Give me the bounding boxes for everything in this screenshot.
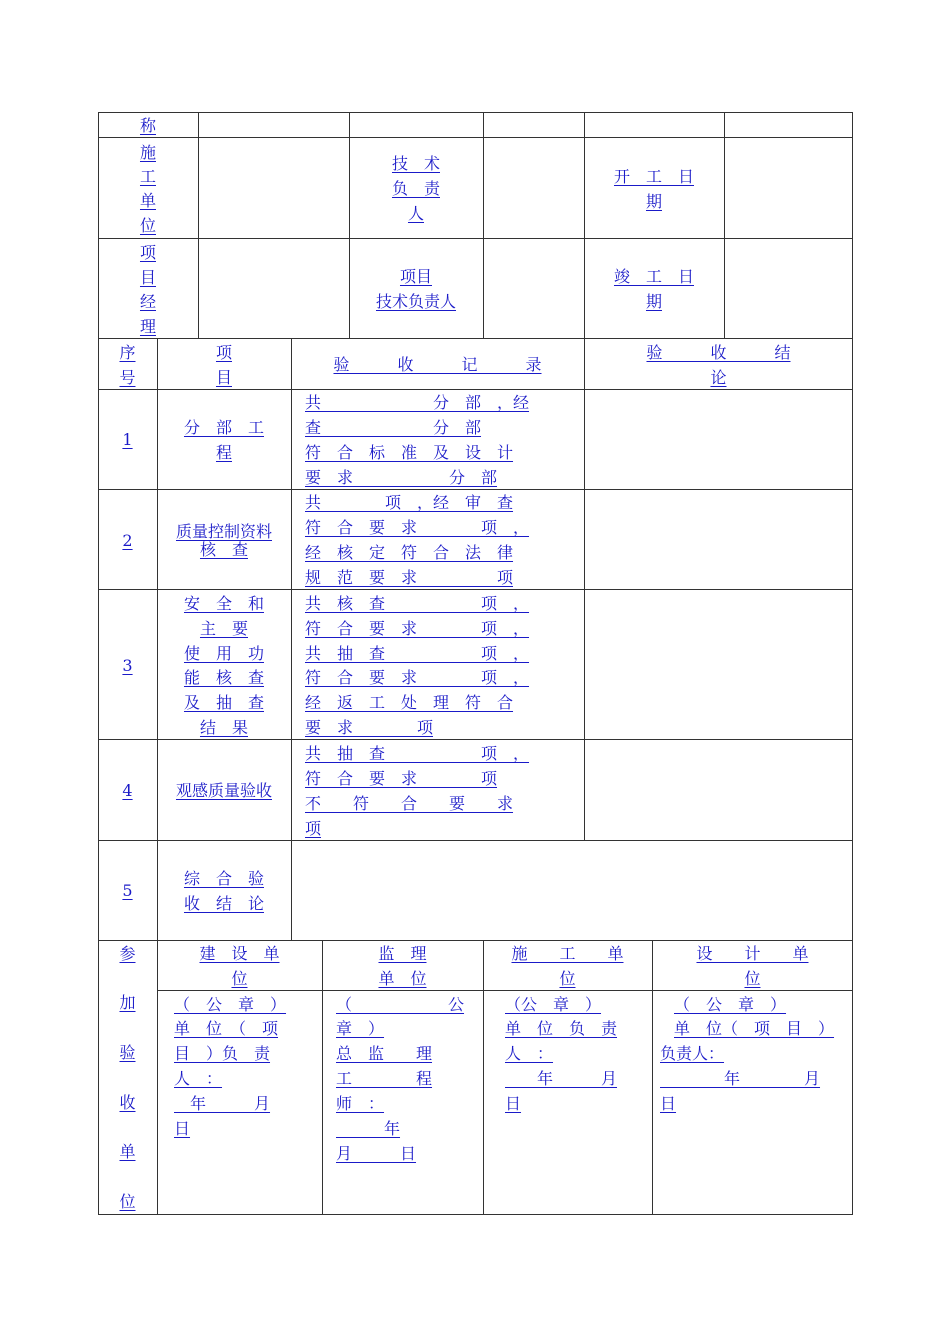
project-manager-label: 理 bbox=[139, 317, 156, 336]
project-manager-label: 目 bbox=[139, 268, 156, 287]
unit-body-line: 年 月 bbox=[505, 1069, 618, 1088]
participants-label: 参 bbox=[119, 944, 136, 963]
completion-date-label: 期 bbox=[645, 292, 662, 311]
unit-body-line: 师 ： bbox=[336, 1094, 385, 1113]
name-label: 称 bbox=[139, 116, 156, 135]
row-divider bbox=[98, 238, 853, 239]
unit-body-line: 年 月 bbox=[174, 1094, 271, 1113]
unit-title: 位 bbox=[744, 969, 761, 988]
start-date-label: 开 工 日 bbox=[613, 167, 694, 186]
unit-body-line: 目 ）负 责 bbox=[174, 1044, 271, 1063]
unit-body-line: 工 程 bbox=[336, 1069, 433, 1088]
unit-body-line: 月 日 bbox=[336, 1144, 417, 1163]
participants-label: 收 bbox=[119, 1093, 136, 1112]
unit-title: 施 工 单 bbox=[511, 944, 624, 963]
row-item-label: 结 果 bbox=[199, 718, 248, 737]
start-date-label: 期 bbox=[645, 192, 662, 211]
row-divider bbox=[98, 840, 853, 841]
unit-body-line: 人 ： bbox=[174, 1069, 223, 1088]
participants-label: 加 bbox=[119, 993, 136, 1012]
row-item-label: 综 合 验 bbox=[183, 869, 264, 888]
row-item-label: 观感质量验收 bbox=[175, 781, 272, 800]
unit-body-line: 总 监 理 bbox=[336, 1044, 433, 1063]
unit-body-line: 日 bbox=[660, 1094, 677, 1113]
row-divider bbox=[98, 338, 853, 339]
row-item-label: 使 用 功 bbox=[183, 644, 264, 663]
row-item-label: 核 查 bbox=[199, 540, 248, 559]
unit-body-line: 年 月 bbox=[660, 1069, 821, 1088]
row-item-label: 收 结 论 bbox=[183, 894, 264, 913]
row-item-label: 质量控制资料 bbox=[175, 522, 272, 541]
row-record-line: 共 抽 查 项 ， bbox=[305, 644, 530, 663]
row-record-line: 符 合 标 准 及 设 计 bbox=[305, 443, 514, 462]
row-item-label: 程 bbox=[215, 443, 232, 462]
unit-body-line: （ 公 章 ） bbox=[174, 995, 287, 1014]
row-record-line: 查 分 部 bbox=[305, 418, 482, 437]
unit-title: 位 bbox=[231, 969, 248, 988]
unit-body-line: 日 bbox=[505, 1094, 522, 1113]
project-manager-label: 项 bbox=[139, 243, 156, 262]
unit-body-line: 年 bbox=[336, 1119, 401, 1138]
row-item-label: 分 部 工 bbox=[183, 418, 264, 437]
row-record-line: 符 合 要 求 项 ， bbox=[305, 619, 530, 638]
participants-label: 位 bbox=[119, 1192, 136, 1211]
construction-unit-label: 位 bbox=[139, 216, 156, 235]
unit-title: 建 设 单 bbox=[199, 944, 280, 963]
unit-body-line: 负责人： bbox=[660, 1044, 725, 1063]
col-divider bbox=[724, 112, 725, 338]
tech-lead-label: 负 责 bbox=[391, 179, 440, 198]
project-tech-lead-label: 项目 bbox=[399, 267, 432, 286]
col-divider bbox=[157, 338, 158, 1215]
unit-body-line: 日 bbox=[174, 1119, 191, 1138]
tech-lead-label: 人 bbox=[407, 204, 424, 223]
project-tech-lead-label: 技术负责人 bbox=[375, 292, 456, 311]
record-column-header: 验 收 记 录 bbox=[333, 355, 542, 374]
row-record-line: 共 项 ，经 审 查 bbox=[305, 493, 514, 512]
unit-title: 位 bbox=[559, 969, 576, 988]
row-record-line: 要 求 分 部 bbox=[305, 468, 498, 487]
col-divider bbox=[584, 338, 585, 840]
row-record-line: 经 核 定 符 合 法 律 bbox=[305, 543, 514, 562]
item-column-header: 目 bbox=[215, 368, 232, 387]
construction-unit-label: 工 bbox=[139, 167, 156, 186]
row-record-line: 符 合 要 求 项 ， bbox=[305, 518, 530, 537]
row-record-line: 经 返 工 处 理 符 合 bbox=[305, 693, 514, 712]
row-item-label: 能 核 查 bbox=[183, 668, 264, 687]
row-divider bbox=[98, 137, 853, 138]
row-seq-number: 5 bbox=[122, 881, 133, 900]
construction-unit-label: 施 bbox=[139, 143, 156, 162]
project-manager-label: 经 bbox=[139, 292, 156, 311]
unit-body-line: （公 章 ） bbox=[505, 995, 602, 1014]
unit-body-line: 单 位 负 责 bbox=[505, 1019, 618, 1038]
row-seq-number: 3 bbox=[122, 656, 133, 675]
row-seq-number: 4 bbox=[122, 781, 133, 800]
row-record-line: 共 分 部 ，经 bbox=[305, 393, 530, 412]
unit-body-line: （ 公 章 ） bbox=[674, 995, 787, 1014]
col-divider bbox=[291, 338, 292, 940]
unit-title: 单 位 bbox=[378, 969, 427, 988]
row-record-line: 项 bbox=[305, 819, 322, 838]
unit-body-line: 人 ： bbox=[505, 1044, 554, 1063]
unit-title: 设 计 单 bbox=[696, 944, 809, 963]
row-item-label: 主 要 bbox=[199, 619, 248, 638]
row-record-line: 符 合 要 求 项 bbox=[305, 769, 498, 788]
unit-body-line: （ 公 bbox=[336, 995, 465, 1014]
row-record-line: 共 核 查 项 ， bbox=[305, 594, 530, 613]
row-item-label: 及 抽 查 bbox=[183, 693, 264, 712]
item-column-header: 项 bbox=[215, 343, 232, 362]
row-record-line: 规 范 要 求 项 bbox=[305, 568, 514, 587]
tech-lead-label: 技 术 bbox=[391, 154, 440, 173]
row-seq-number: 2 bbox=[122, 531, 133, 550]
row-record-line: 不 符 合 要 求 bbox=[305, 794, 514, 813]
col-divider bbox=[483, 112, 484, 338]
unit-body-line: 章 ） bbox=[336, 1019, 385, 1038]
row-item-label: 安 全 和 bbox=[183, 594, 264, 613]
completion-date-label: 竣 工 日 bbox=[613, 267, 694, 286]
seq-column-header: 号 bbox=[119, 368, 136, 387]
row-record-line: 符 合 要 求 项 ， bbox=[305, 668, 530, 687]
unit-title: 监 理 bbox=[378, 944, 427, 963]
conclusion-column-header: 论 bbox=[710, 368, 727, 387]
col-divider bbox=[198, 112, 199, 338]
unit-body-line: 单 位（ 项 目 ） bbox=[674, 1019, 835, 1038]
unit-body-line: 单 位 （ 项 bbox=[174, 1019, 279, 1038]
row-record-line: 共 抽 查 项 ， bbox=[305, 744, 530, 763]
seq-column-header: 序 bbox=[119, 343, 136, 362]
construction-unit-label: 单 bbox=[139, 191, 156, 210]
row-seq-number: 1 bbox=[122, 430, 133, 449]
row-record-line: 要 求 项 bbox=[305, 718, 434, 737]
conclusion-column-header: 验 收 结 bbox=[646, 343, 791, 362]
participants-label: 验 bbox=[119, 1043, 136, 1062]
participants-label: 单 bbox=[119, 1142, 136, 1161]
